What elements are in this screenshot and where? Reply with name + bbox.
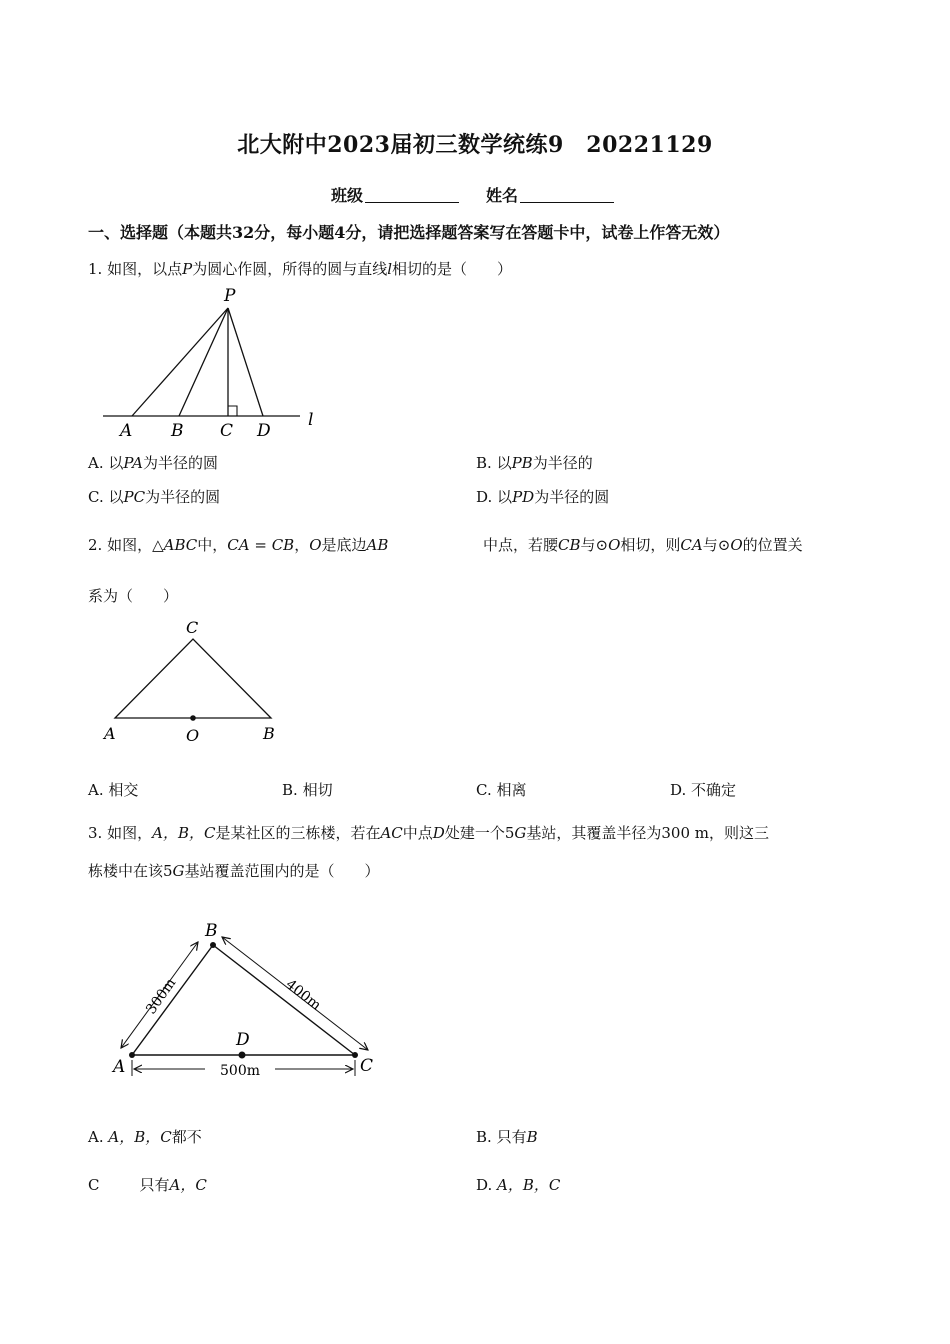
label-a: A [120,421,133,441]
side-ab [132,945,213,1055]
q2-math: ⊙O [717,536,743,554]
right-angle-mark [228,406,237,416]
q1-text: 为圆心作圆，所得的圆与直线 [192,260,388,278]
q2-math: CA = CB [227,536,295,554]
question-3-stem-line2 [88,860,380,881]
dim-ac-label: 500m [220,1063,260,1079]
q1-option-a[interactable] [88,452,218,473]
option-text: 相交 [108,781,139,799]
option-text: 为半径的 [532,454,593,472]
option-letter: C. [476,781,492,799]
q3-text: 如图， [107,824,153,842]
option-segment: PD [512,488,535,506]
label-l: l [308,410,314,430]
option-text: 以 [108,454,124,472]
option-segment: PA [123,454,143,472]
option-text: 以 [496,454,512,472]
q1-option-b[interactable] [476,452,593,473]
q2-text: 的位置关 [742,536,803,554]
option-text: 以 [108,488,124,506]
option-letter: C. [88,488,104,506]
label-p: P [224,286,236,306]
q2-option-a[interactable] [88,779,138,800]
question-number: 3. [88,824,103,842]
label-o: O [186,726,200,745]
segment-pa [132,308,228,416]
option-text: 只有 [139,1176,170,1194]
q1-line-l: l [387,260,393,278]
option-letter: A. [88,1128,104,1146]
question-2-stem-line2: 系为（ ） [88,587,179,605]
q3-option-a[interactable] [88,1126,202,1147]
option-math: A，C [169,1176,207,1194]
option-math: A，B，C [497,1176,561,1194]
q2-text: 与 [702,536,718,554]
question-1-stem [88,258,512,279]
class-blank[interactable] [365,186,459,203]
segment-pd [228,308,263,416]
q2-math: AB [366,536,389,554]
label-c: C [360,1056,374,1076]
q1-text: 相切的是（ ） [392,260,513,278]
option-text: 为半径的圆 [142,454,218,472]
q3-option-c[interactable] [88,1174,207,1195]
q3-math: AC [380,824,403,842]
q1-text: 如图，以点 [107,260,183,278]
question-2-stem [88,534,388,555]
option-letter: D. [476,1176,493,1194]
q2-text: 如图， [107,536,153,554]
class-field [331,183,459,206]
name-label: 姓名 [486,186,519,205]
question-2-stem-cont [483,534,803,555]
option-text: 相离 [496,781,527,799]
q3-math: G [172,862,185,880]
label-b: B [263,724,275,743]
q3-option-d[interactable] [476,1174,560,1195]
name-blank[interactable] [520,186,614,203]
label-c: C [186,618,199,637]
q2-math: CA [680,536,703,554]
q2-option-b[interactable] [282,779,333,800]
q2-math: △ABC [152,536,198,554]
question-number: 1. [88,260,103,278]
q3-text: 基站，其覆盖半径为300 m，则这三 [526,824,769,842]
option-letter: B. [282,781,298,799]
label-b: B [171,421,184,441]
q2-text: 相切，则 [620,536,681,554]
question-3-stem-line1 [88,822,769,843]
label-d: D [236,1030,250,1050]
name-field [486,183,614,206]
label-b: B [205,921,218,941]
label-d: D [257,421,271,441]
option-letter: A. [88,454,104,472]
q2-text: 中， [197,536,228,554]
point-o [190,715,196,721]
q1-option-c[interactable] [88,486,220,507]
question-number: 2. [88,536,103,554]
q2-text: 是底边 [321,536,367,554]
option-letter: D. [670,781,687,799]
dim-ab-label: 300m [143,975,180,1018]
q3-math: D [432,824,445,842]
option-letter: B. [476,454,492,472]
segment-pb [179,308,228,416]
q2-text: ， [294,536,310,554]
q2-math: CB [558,536,581,554]
label-c: C [220,421,234,441]
option-segment: PC [123,488,146,506]
option-text: 以 [497,488,513,506]
class-label: 班级 [331,186,364,205]
q2-text: 与 [580,536,596,554]
q1-point-p: P [182,260,193,278]
q3-figure [105,912,385,1087]
side-bc [213,945,355,1055]
triangle-abc [115,639,271,718]
dim-bc-label: 400m [282,976,324,1014]
q3-math: A，B，C [152,824,216,842]
q3-text: 中点 [402,824,433,842]
option-text: 不确定 [691,781,737,799]
q3-text: 处建一个5 [444,824,515,842]
point-a [129,1052,135,1058]
option-letter: D. [476,488,493,506]
q2-option-d[interactable] [670,779,736,800]
point-b [210,942,216,948]
q2-text: 中点，若腰 [483,536,559,554]
page-title: 北大附中2023届初三数学统练9 20221129 [237,132,713,158]
q3-math: G [514,824,527,842]
option-text: 只有 [496,1128,527,1146]
q2-math: O [309,536,322,554]
q2-figure [98,615,288,750]
q2-math: ⊙O [595,536,621,554]
section-heading: 一、选择题（本题共32分，每小题4分，请把选择题答案写在答题卡中，试卷上作答无效） [88,223,730,242]
point-c [352,1052,358,1058]
point-d [239,1052,246,1059]
option-text: 相切 [302,781,333,799]
q2-option-c[interactable] [476,779,527,800]
option-text: 为半径的圆 [145,488,221,506]
label-a: A [113,1057,126,1077]
option-letter: B. [476,1128,492,1146]
q3-text: 栋楼中在该5 [88,862,173,880]
q1-figure [95,284,335,444]
q1-option-d[interactable] [476,486,609,507]
option-text: 为半径的圆 [534,488,610,506]
option-letter: A. [88,781,104,799]
option-math: A，B，C [108,1128,172,1146]
option-letter: C [88,1176,100,1194]
option-segment: PB [511,454,533,472]
q3-option-b[interactable] [476,1126,538,1147]
option-math: B [526,1128,538,1146]
option-text: 都不 [171,1128,202,1146]
label-a: A [104,724,116,743]
q3-text: 是某社区的三栋楼，若在 [215,824,381,842]
q3-text: 基站覆盖范围内的是（ ） [184,862,380,880]
